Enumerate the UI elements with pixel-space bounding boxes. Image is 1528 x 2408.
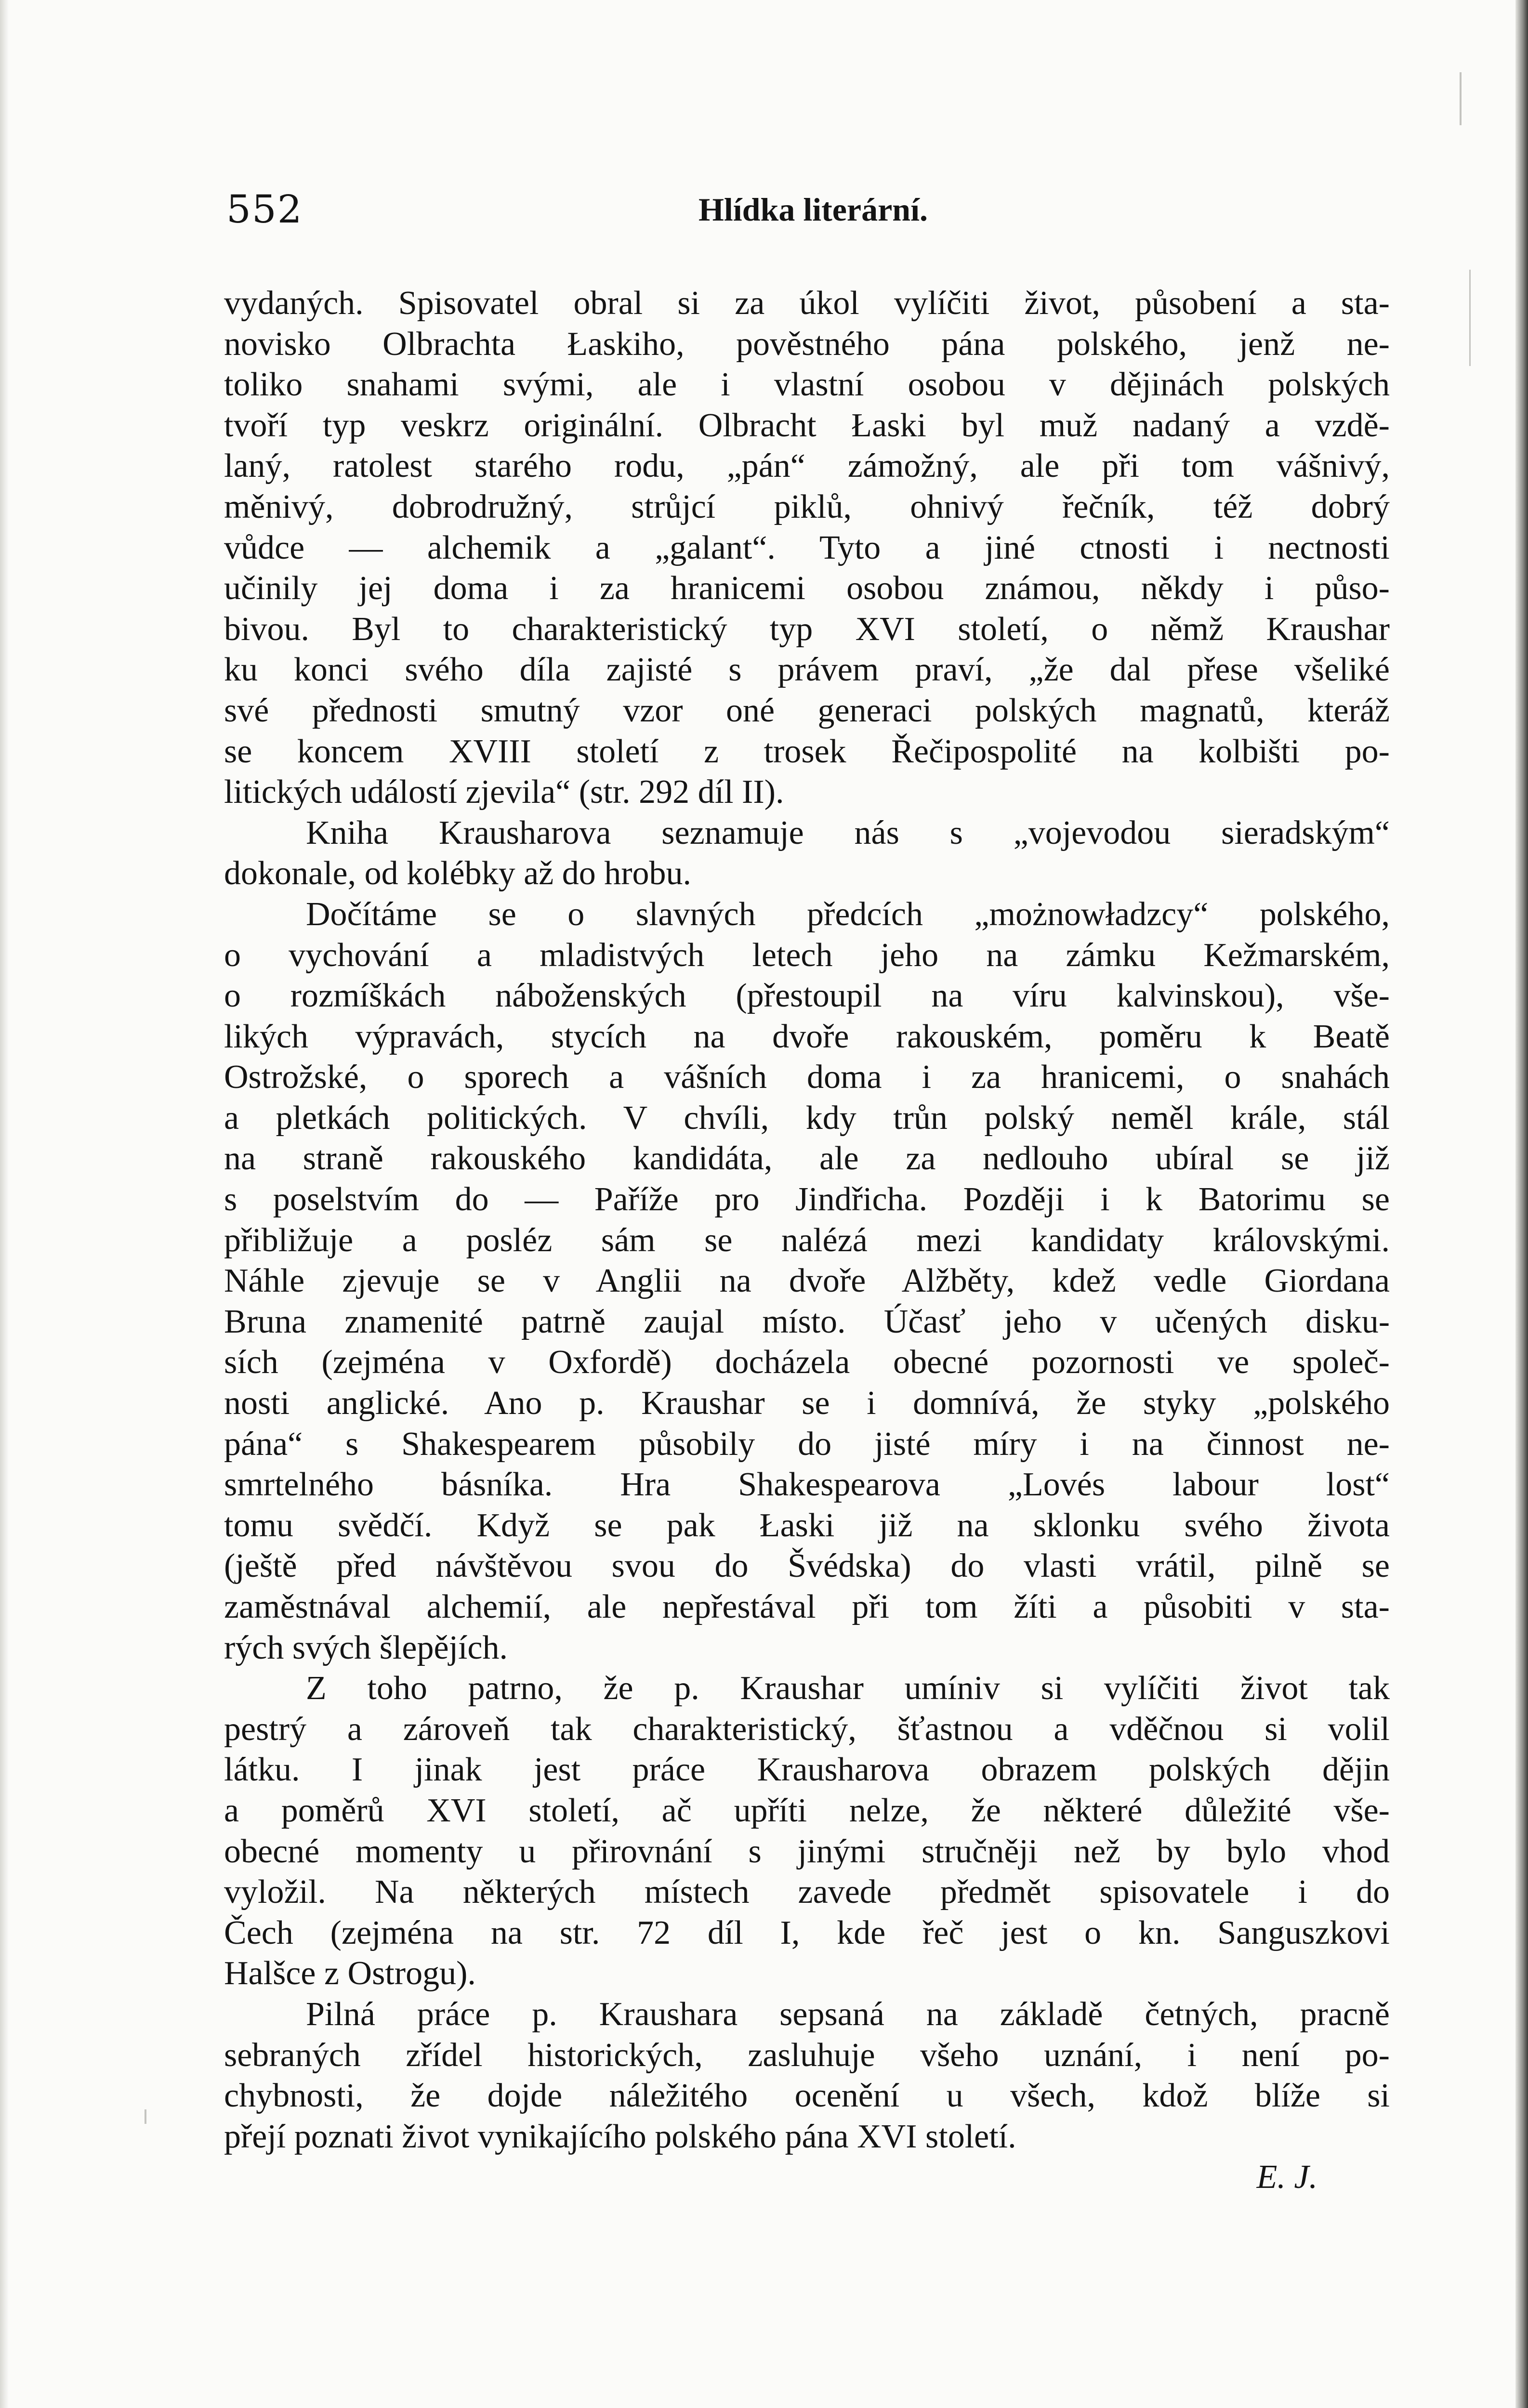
page-right-edge [1515,0,1528,2408]
text-line: obecné momenty u přirovnání s jinými stručněji než by bylo vhod [224,1832,1390,1870]
text-line: pestrý a zároveň tak charakteristický, šťastnou a vděčnou si volil [224,1710,1390,1748]
text-line: Čech (zejména na str. 72 díl I, kde řeč jest o kn. Sanguszkovi [224,1914,1390,1951]
text-line: laný, ratolest starého rodu, „pán“ zámožný, ale při tom vášnivý, [224,447,1390,485]
scan-speck [145,2109,146,2124]
page-header [226,183,1354,236]
article-body [224,283,1390,2198]
text-line: na straně rakouského kandidáta, ale za nedlouho ubíral se již [224,1140,1390,1178]
text-line: měnivý, dobrodružný, strůjcí piklů, ohnivý řečník, též dobrý [224,488,1390,525]
text-line: sích (zejména v Oxfordě) docházela obecné pozornosti ve společ- [224,1344,1390,1381]
text-line: Náhle zjevuje se v Anglii na dvoře Alžběty, kdež vedle Giordana [224,1262,1390,1300]
text-line: novisko Olbrachta Łaskiho, pověstného pána polského, jenž ne- [224,325,1390,363]
text-line: své přednosti smutný vzor oné generaci polských magnatů, kteráž [224,692,1390,729]
text-line: bivou. Byl to charakteristický typ XVI století, o němž Kraushar [224,610,1390,648]
text-line: Pilná práce p. Kraushara sepsaná na základě četných, pracně [306,1995,1390,2033]
text-line: ku konci svého díla zajisté s právem praví, „že dal přese všeliké [224,651,1390,689]
page-number: 552 [226,187,303,232]
text-line: vyložil. Na některých místech zavede předmět spisovatele i do [224,1873,1390,1911]
text-line: vydaných. Spisovatel obral si za úkol vylíčiti život, působení a sta- [224,285,1390,322]
text-line: chybnosti, že dojde náležitého ocenění u všech, kdož blíže si [224,2077,1390,2115]
text-line: sebraných zřídel historických, zasluhuje všeho uznání, i není po- [224,2036,1390,2074]
text-line: o rozmíškách náboženských (přestoupil na víru kalvinskou), vše- [224,977,1390,1015]
text-line: Halšce z Ostrogu). [224,1955,476,1992]
text-line: vůdce — alchemik a „galant“. Tyto a jiné ctnosti i nectnosti [224,529,1390,566]
text-line: (ještě před návštěvou svou do Švédska) do vlasti vrátil, pilně se [224,1547,1390,1585]
text-line: likých výpravách, stycích na dvoře rakouském, poměru k Beatě [224,1018,1390,1055]
author-signature: E. J. [1256,2159,1317,2196]
text-line: tomu svědčí. Když se pak Łaski již na sklonku svého života [224,1506,1390,1544]
text-line: smrtelného básníka. Hra Shakespearova „Lovés labour lost“ [224,1466,1390,1504]
text-line: toliko snahami svými, ale i vlastní osobou v dějinách polských [224,366,1390,404]
text-line: a poměrů XVI století, ač upříti nelze, že některé důležité vše- [224,1792,1390,1829]
scan-speck [1460,72,1462,125]
text-line: látku. I jinak jest práce Krausharova obrazem polských dějin [224,1751,1390,1789]
text-line: pána“ s Shakespearem působily do jisté míry i na činnost ne- [224,1425,1390,1463]
page-left-edge [0,0,9,2408]
text-line: zaměstnával alchemií, ale nepřestával při tom žíti a působiti v sta- [224,1588,1390,1625]
text-line: a pletkách politických. V chvíli, kdy trůn polský neměl krále, stál [224,1099,1390,1137]
text-line: nosti anglické. Ano p. Kraushar se i domnívá, že styky „polského [224,1385,1390,1422]
text-line: rých svých šlepějích. [224,1629,508,1666]
running-title: Hlídka literární. [698,191,928,228]
text-line: o vychování a mladistvých letech jeho na zámku Kežmarském, [224,936,1390,974]
text-line: přibližuje a posléz sám se nalézá mezi kandidaty královskými. [224,1221,1390,1259]
text-line: přejí poznati život vynikajícího polského pána XVI století. [224,2118,1016,2155]
text-line: Dočítáme se o slavných předcích „możnowładzcy“ polského, [306,895,1390,933]
text-line: Ostrožské, o sporech a vášních doma i za hranicemi, o snahách [224,1059,1390,1096]
text-line: Kniha Krausharova seznamuje nás s „vojevodou sieradským“ [306,814,1390,851]
text-line: dokonale, od kolébky až do hrobu. [224,855,692,892]
text-line: litických událostí zjevila“ (str. 292 díl II). [224,773,784,811]
text-line: Bruna znamenité patrně zaujal místo. Účasť jeho v učených disku- [224,1303,1390,1340]
text-line: tvoří typ veskrz originální. Olbracht Łaski byl muž nadaný a vzdě- [224,406,1390,444]
text-line: Z toho patrno, že p. Kraushar umíniv si vylíčiti život tak [306,1670,1390,1707]
scan-speck [1469,270,1471,366]
text-line: učinily jej doma i za hranicemi osobou známou, někdy i půso- [224,570,1390,607]
text-line: se koncem XVIII století z trosek Řečipospolité na kolbišti po- [224,733,1390,770]
text-line: s poselstvím do — Paříže pro Jindřicha. Později i k Batorimu se [224,1181,1390,1218]
